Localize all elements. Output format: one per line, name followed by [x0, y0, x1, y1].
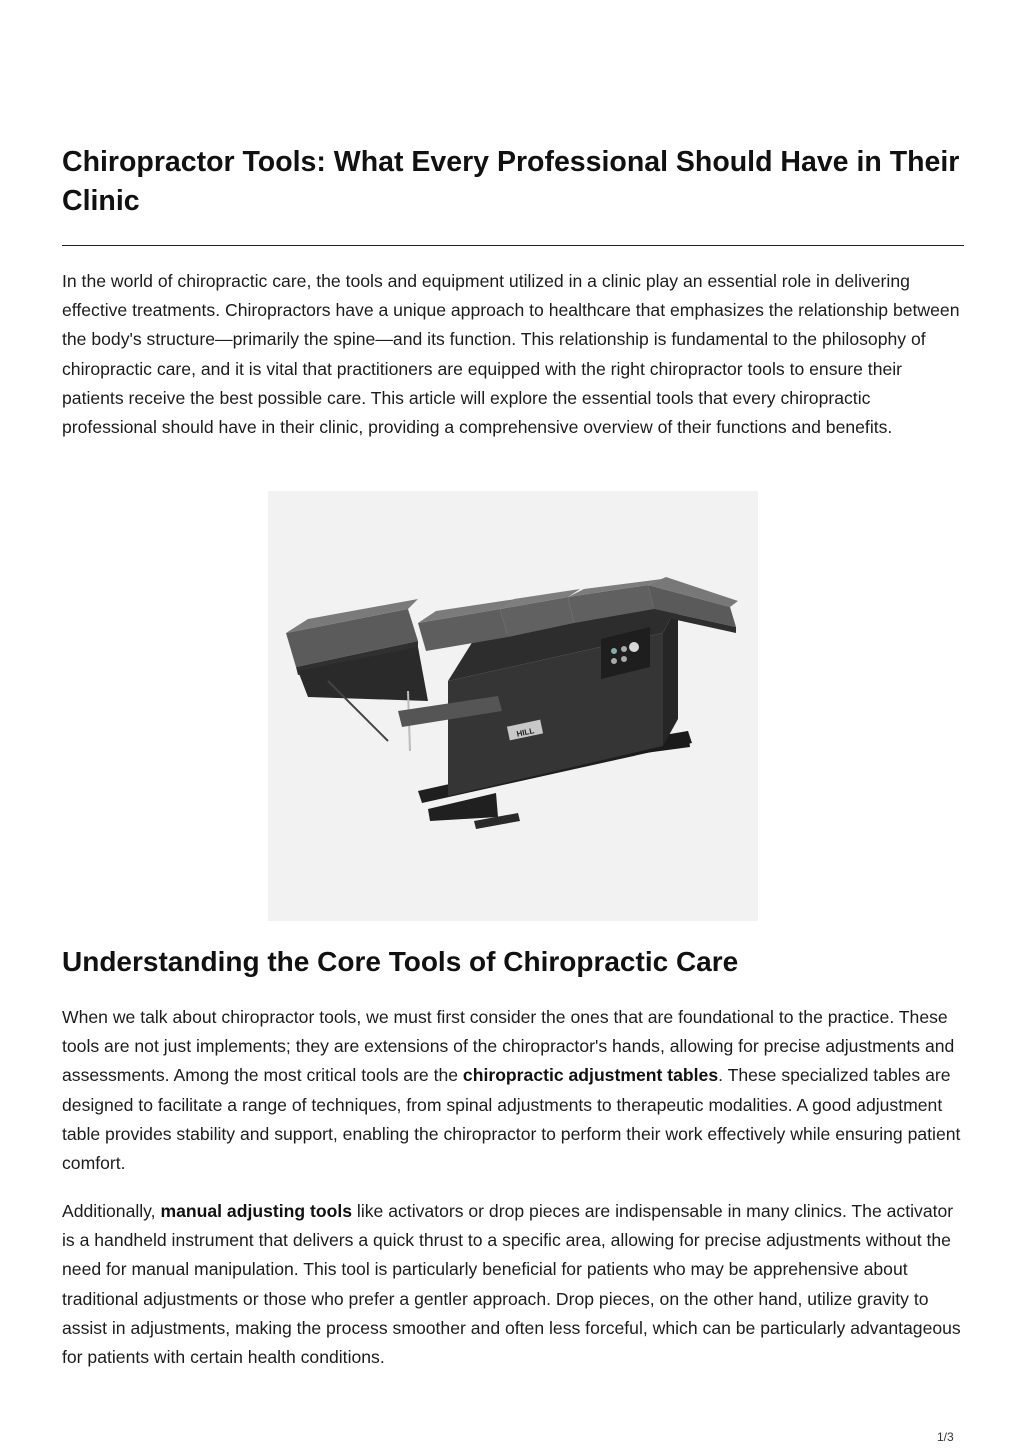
- para3-text-end: like activators or drop pieces are indispensable in many clinics. The activator is a handheld instrument that delivers a quick thrust to a specific area, allowing for precise adjustments without the need for manual manipulation. This tool is particularly beneficial for patients who may be apprehensive about traditional adjustments or those who prefer a gentler approach. Drop pieces, on the other hand, utilize gravity to assist in adjustments, making the process smoother and often less forceful, which can be particularly advantageous for patients with certain health conditions.: [62, 1201, 961, 1368]
- manual-tools-paragraph: [62, 1197, 968, 1372]
- page-number: 1/3: [937, 1430, 954, 1444]
- para2-bold-term: chiropractic adjustment tables: [462, 1065, 719, 1086]
- para3-text-start: Additionally,: [62, 1201, 161, 1221]
- para2-text-end: . These specialized tables are designed to facilitate a range of techniques, from spinal adjustments to therapeutic modalities. A good adjustment table provides stability and support, enabling the chiropractor to perform their work effectively while ensuring patient comfort.: [62, 1065, 961, 1174]
- logo-text: HILL: [515, 726, 536, 739]
- title-divider: [62, 245, 964, 246]
- para3-bold-term: manual adjusting tools: [160, 1201, 353, 1221]
- para2-text-start: When we talk about chiropractor tools, we must first consider the ones that are foundational to the practice. These tools are not just implements; they are extensions of the chiropractor's hands, allowing for precise adjustments and assessments. Among the most critical tools are the: [62, 1007, 955, 1086]
- core-tools-paragraph: [62, 1003, 964, 1178]
- section-heading: Understanding the Core Tools of Chiropractic Care: [62, 946, 739, 977]
- intro-paragraph: In the world of chiropractic care, the tools and equipment utilized in a clinic play an essential role in delivering effective treatments. Chiropractors have a unique approach to healthcare that emphasizes the relationship between the body's structure—primarily the spine—and its function. This relationship is fundamental to the philosophy of chiropractic care, and it is vital that practitioners are equipped with the right chiropractor tools to ensure their patients receive the best possible care. This article will explore the essential tools that every chiropractic professional should have in their clinic, providing a comprehensive overview of their functions and benefits.: [62, 271, 960, 438]
- adjustment-table-illustration: [268, 491, 758, 921]
- article-title: Chiropractor Tools: What Every Professional Should Have in Their Clinic: [62, 146, 960, 217]
- adjustment-table-image: [268, 491, 758, 921]
